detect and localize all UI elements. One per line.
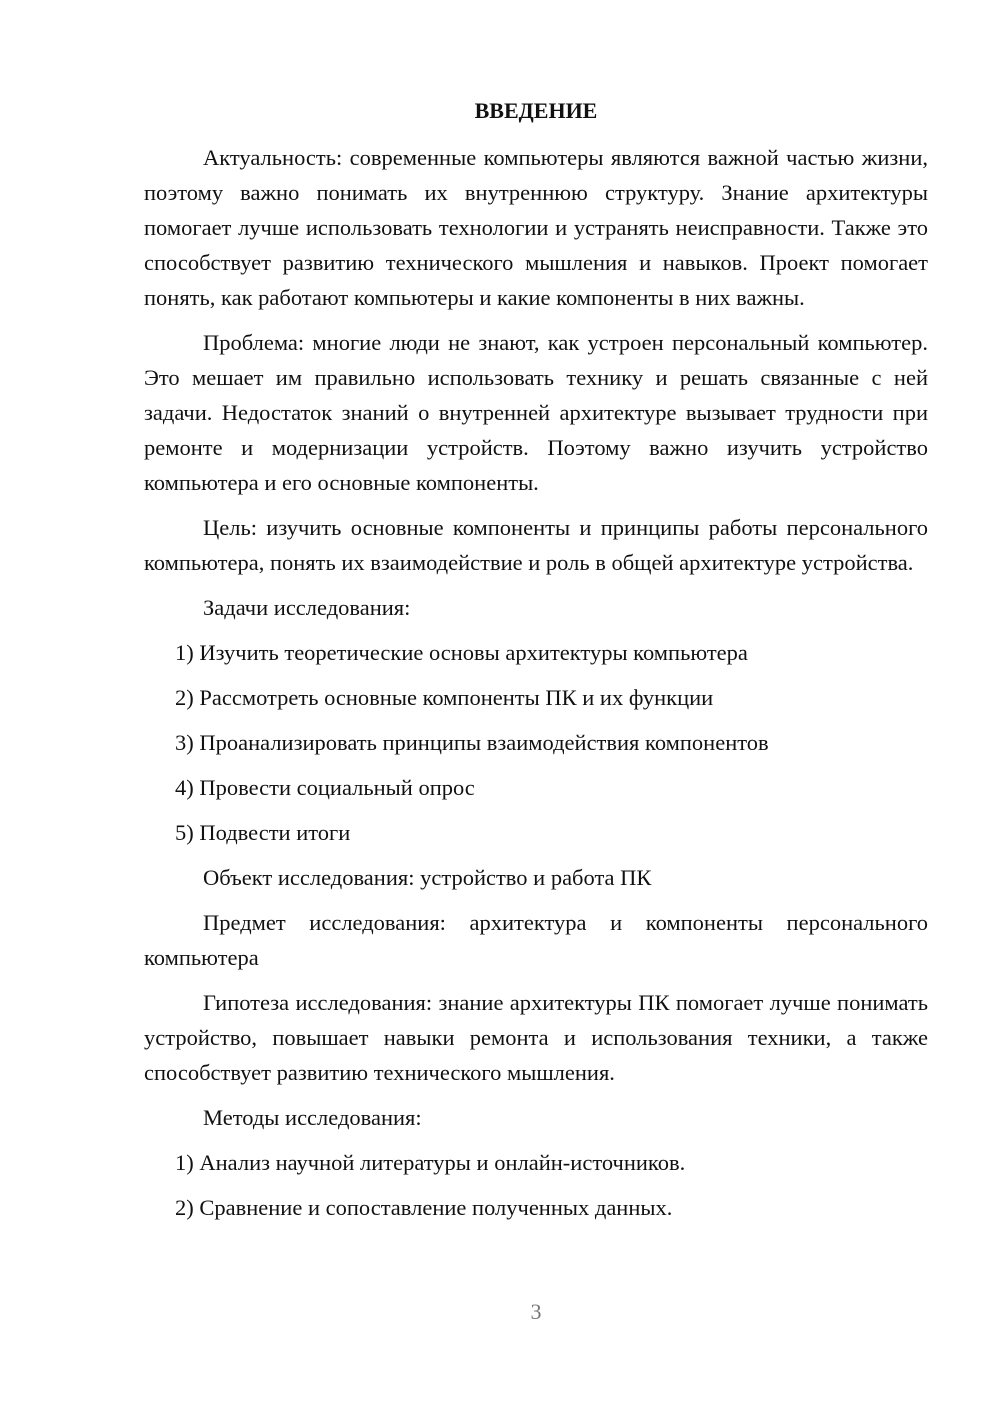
goal-paragraph: Цель: изучить основные компоненты и принципы работы персонального компьютера, понять их взаимодействие и роль в общей архитектуре устройства.	[144, 515, 928, 575]
problem-paragraph: Проблема: многие люди не знают, как устроен персональный компьютер. Это мешает им правильно использовать технику и решать связанные с ней задачи. Недостаток знаний о внутренней архитектуре вызывает трудности при ремонте и модернизации устройств. Поэтому важно изучить устройство компьютера и его основные компоненты.	[144, 330, 928, 495]
task-item: 1) Изучить теоретические основы архитектуры компьютера	[175, 640, 748, 665]
method-item: 2) Сравнение и сопоставление полученных данных.	[175, 1195, 673, 1220]
research-subject: Предмет исследования: архитектура и компоненты персонального компьютера	[144, 910, 928, 970]
task-item: 5) Подвести итоги	[175, 820, 351, 845]
tasks-heading: Задачи исследования:	[203, 595, 411, 620]
method-item: 1) Анализ научной литературы и онлайн-источников.	[175, 1150, 686, 1175]
section-title: ВВЕДЕНИЕ	[474, 98, 598, 123]
tasks-list	[144, 635, 928, 850]
task-item: 3) Проанализировать принципы взаимодействия компонентов	[175, 730, 769, 755]
methods-heading: Методы исследования:	[203, 1105, 422, 1130]
document-body	[144, 96, 928, 1235]
hypothesis-paragraph: Гипотеза исследования: знание архитектуры ПК помогает лучше понимать устройство, повышает навыки ремонта и использования техники, а также способствует развитию технического мышления.	[144, 990, 928, 1085]
page-number: 3	[530, 1299, 542, 1324]
relevance-paragraph: Актуальность: современные компьютеры являются важной частью жизни, поэтому важно понимать их внутреннюю структуру. Знание архитектуры помогает лучше использовать технологии и устранять неисправности. Также это способствует развитию технического мышления и навыков. Проект помогает понять, как работают компьютеры и какие компоненты в них важны.	[144, 145, 928, 310]
task-item: 4) Провести социальный опрос	[175, 775, 475, 800]
research-object: Объект исследования: устройство и работа ПК	[203, 865, 652, 890]
task-item: 2) Рассмотреть основные компоненты ПК и их функции	[175, 685, 714, 710]
methods-list	[144, 1145, 928, 1225]
